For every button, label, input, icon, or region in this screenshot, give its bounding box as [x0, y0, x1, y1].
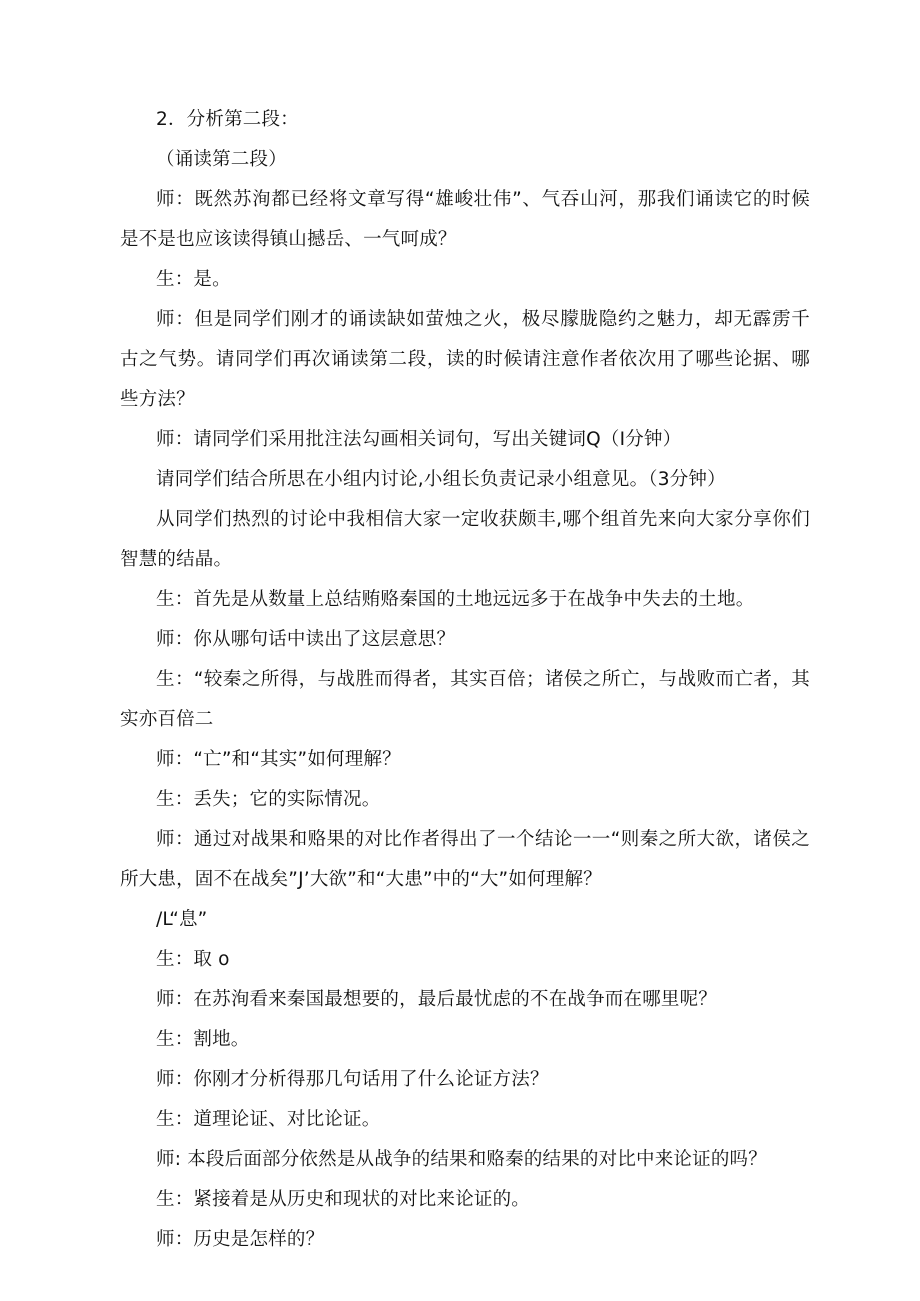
paragraph: /L“息”	[156, 909, 208, 930]
paragraph: 生：紧接着是从历史和现状的对比来论证的。	[156, 1189, 531, 1210]
paragraph: 师：请同学们采用批注法勾画相关词句，写出关键词Q（Ⅰ分钟）	[156, 429, 682, 450]
paragraph: 师: 本段后面部分依然是从战争的结果和赂秦的结果的对比中来论证的吗？	[156, 1149, 767, 1170]
paragraph: 师：“亡”和“其实”如何理解？	[156, 749, 401, 770]
paragraph: 生：首先是从数量上总结贿赂秦国的土地远远多于在战争中失去的土地。	[156, 589, 755, 610]
paragraph: 生：是。	[156, 269, 231, 290]
document-text-body	[120, 100, 810, 1260]
paragraph: 生：割地。	[156, 1029, 250, 1050]
paragraph: 师：你刚才分析得那几句话用了什么论证方法？	[156, 1069, 549, 1090]
paragraph: 从同学们热烈的讨论中我相信大家一定收获颇丰,哪个组首先来向大家分享你们智慧的结晶。	[120, 509, 810, 570]
paragraph: 师：通过对战果和赂果的对比作者得出了一个结论一一“则秦之所大欲，诸侯之所大患，固不在战矣”J’大欲”和“大患”中的“大”如何理解？	[120, 829, 810, 890]
paragraph: 生：丢失；它的实际情况。	[156, 789, 381, 810]
paragraph: 生：取 o	[156, 949, 230, 970]
paragraph: 师：在苏洵看来秦国最想要的，最后最忧虑的不在战争而在哪里呢？	[156, 989, 718, 1010]
paragraph: 2．分析第二段：	[156, 109, 299, 130]
paragraph: 生：道理论证、对比论证。	[156, 1109, 381, 1130]
paragraph: 生：“较秦之所得，与战胜而得者，其实百倍；诸侯之所亡，与战败而亡者，其实亦百倍二	[120, 669, 810, 730]
paragraph: 师：但是同学们刚才的诵读缺如萤烛之火，极尽朦胧隐约之魅力，却无霹雳千古之气势。请同学们再次诵读第二段，读的时候请注意作者依次用了哪些论据、哪些方法？	[120, 309, 810, 410]
paragraph: （诵读第二段）	[156, 149, 287, 170]
paragraph: 师：历史是怎样的？	[156, 1229, 325, 1250]
paragraph: 师：既然苏洵都已经将文章写得“雄峻壮伟”、气吞山河，那我们诵读它的时候是不是也应该读得镇山撼岳、一气呵成？	[120, 189, 810, 250]
paragraph: 师：你从哪句话中读出了这层意思？	[156, 629, 456, 650]
paragraph: 请同学们结合所思在小组内讨论,小组长负责记录小组意见。（3分钟）	[156, 469, 726, 490]
